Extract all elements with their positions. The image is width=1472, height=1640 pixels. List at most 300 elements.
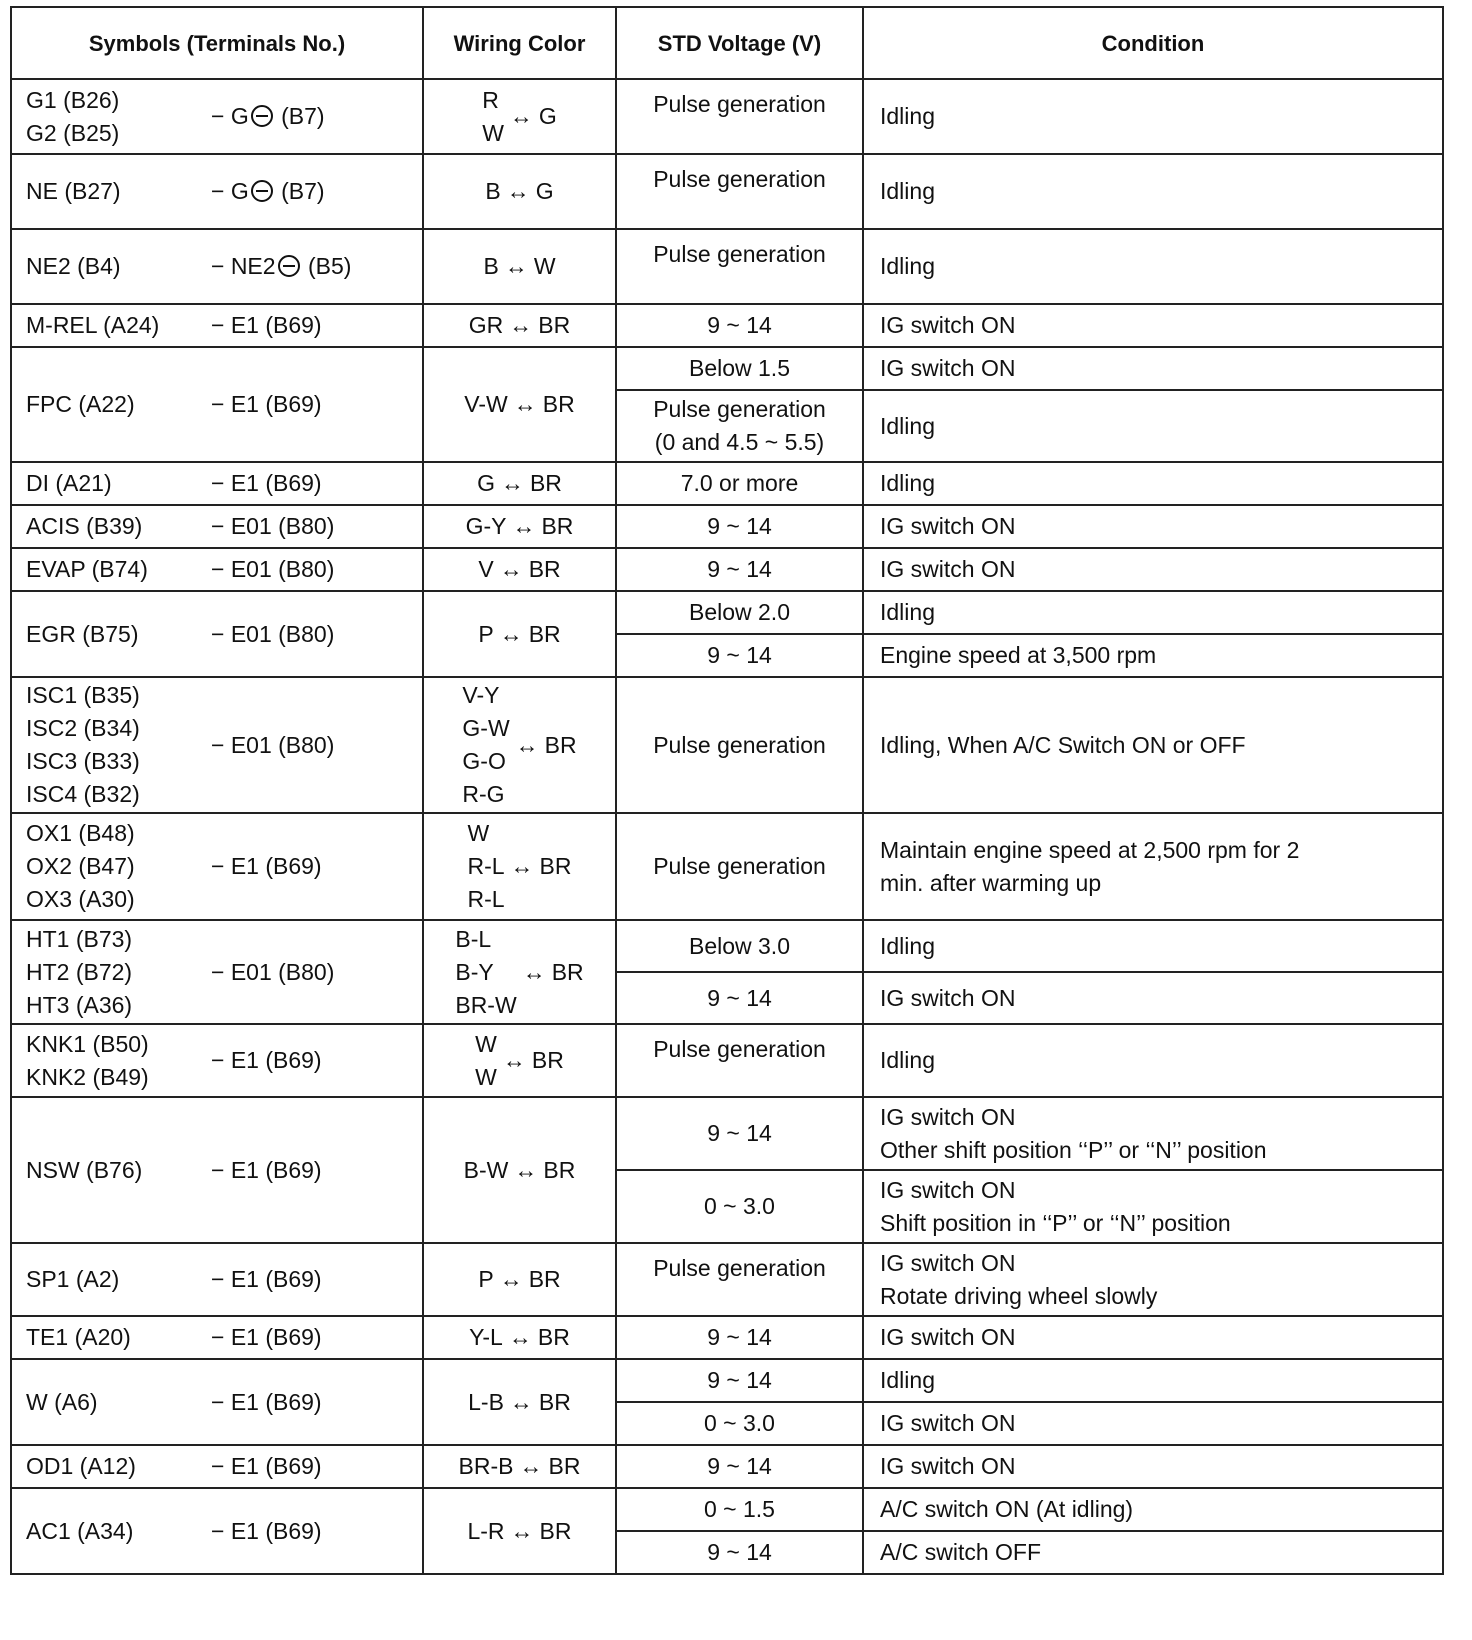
wiring-color-cell: [423, 154, 616, 229]
std-voltage-value: 9 ~ 14: [707, 312, 772, 338]
condition-cell: [863, 1170, 1443, 1243]
wiring-color-cell: [423, 677, 616, 813]
condition-cell: [863, 548, 1443, 591]
ground-terminal: [211, 1450, 322, 1483]
terminal-symbol: TE1 (A20): [26, 1324, 131, 1350]
std-voltage-value: 0 ~ 3.0: [704, 1193, 775, 1219]
symbols-cell: [11, 79, 423, 154]
wire-color: G-O: [462, 748, 506, 774]
wiring-group: [478, 553, 560, 586]
double-arrow-icon: ↔: [499, 1266, 523, 1292]
symbol-list: [26, 1515, 211, 1548]
double-arrow-icon: ↔: [500, 470, 524, 496]
condition-text: Idling: [880, 103, 935, 129]
wire-color-target: BR: [529, 470, 562, 496]
std-voltage-value: 9 ~ 14: [707, 513, 772, 539]
table-row: [11, 462, 1443, 505]
condition-text: IG switch ON: [880, 984, 1016, 1011]
ground-terminal: [211, 250, 351, 283]
condition-text: Idling, When A/C Switch ON or OFF: [880, 731, 1246, 758]
symbol-list: [26, 388, 211, 421]
std-voltage-cell: [616, 1243, 863, 1316]
wire-color: W: [475, 1030, 497, 1057]
symbols-wrap: [26, 679, 422, 811]
wiring-color-cell: [423, 1359, 616, 1445]
terminal-symbol: FPC (A22): [26, 391, 135, 417]
wire-color-list: [464, 388, 507, 421]
header-condition: Condition: [863, 7, 1443, 79]
ground-terminal: [211, 1263, 322, 1296]
wire-color-target: BR: [538, 1388, 571, 1415]
wire-color-target: G: [535, 178, 554, 204]
std-voltage-cell: [616, 920, 863, 972]
wire-color-list: [467, 1515, 504, 1548]
symbols-wrap: [26, 618, 422, 651]
wiring-group: [467, 1515, 571, 1548]
std-voltage-value: Below 3.0: [688, 932, 790, 959]
std-voltage-cell: [616, 505, 863, 548]
symbols-cell: [11, 548, 423, 591]
ground-terminal-label: − E1 (B69): [211, 853, 322, 879]
table-row: [11, 591, 1443, 634]
ground-terminal-prefix: − NE2: [211, 253, 276, 279]
terminal-symbol: ISC4 (B32): [26, 781, 140, 807]
std-voltage-value: 9 ~ 14: [707, 1453, 772, 1479]
condition-detail: Rotate driving wheel slowly: [880, 1282, 1158, 1309]
circled-minus-icon: [278, 255, 300, 277]
symbols-wrap: [26, 1028, 422, 1094]
condition-text: Maintain engine speed at 2,500 rpm for 2: [880, 836, 1300, 863]
ground-terminal: [211, 956, 334, 989]
symbols-cell: [11, 591, 423, 677]
wire-color: W: [467, 820, 490, 846]
table-row: [11, 229, 1443, 304]
std-voltage-cell: [616, 1488, 863, 1531]
wire-color-target: W: [533, 253, 556, 279]
wiring-group: [455, 923, 583, 1022]
condition-cell: [863, 304, 1443, 347]
terminal-symbol: ISC3 (B33): [26, 748, 140, 774]
condition-cell: [863, 1402, 1443, 1445]
wire-color: V: [478, 556, 494, 582]
std-voltage-value: Pulse generation: [653, 853, 826, 879]
wire-color-target: BR: [531, 1047, 564, 1073]
table-row: [11, 920, 1443, 972]
condition-cell: [863, 920, 1443, 972]
table-row: [11, 1445, 1443, 1488]
wire-color-list: [475, 1028, 497, 1094]
condition-cell: [863, 813, 1443, 920]
wiring-color-cell: [423, 813, 616, 920]
wiring-color-cell: [423, 1316, 616, 1359]
table-row: [11, 1243, 1443, 1316]
symbol-list: [26, 1028, 211, 1094]
terminal-voltage-table: [10, 6, 1444, 1575]
wiring-group: [483, 250, 555, 283]
double-arrow-icon: ↔: [519, 1453, 543, 1479]
symbols-wrap: [26, 309, 422, 342]
wiring-color-cell: [423, 1488, 616, 1574]
wire-color-list: [464, 1154, 509, 1187]
wiring-group: [464, 1154, 576, 1187]
wire-color: W: [482, 119, 504, 146]
wiring-color-cell: [423, 79, 616, 154]
std-voltage-cell: [616, 634, 863, 677]
double-arrow-icon: ↔: [504, 253, 528, 279]
condition-cell: [863, 1316, 1443, 1359]
wire-color: B-W: [463, 1156, 509, 1183]
std-voltage-cell: [616, 462, 863, 505]
double-arrow-icon: ↔: [510, 853, 534, 879]
ground-terminal: [211, 1044, 322, 1077]
condition-cell: [863, 1024, 1443, 1097]
wire-color: R-L: [467, 886, 505, 912]
wiring-color-cell: [423, 1097, 616, 1243]
symbols-wrap: [26, 1515, 422, 1548]
ground-terminal: [211, 1515, 322, 1548]
wiring-color-cell: [423, 1243, 616, 1316]
wire-color: R-L: [467, 853, 505, 879]
double-arrow-icon: ↔: [509, 103, 533, 129]
std-voltage-cell: [616, 1316, 863, 1359]
ground-terminal: [211, 618, 334, 651]
wire-color: Y-L: [469, 1324, 503, 1350]
wiring-group: [464, 388, 574, 421]
condition-text: Idling: [880, 253, 935, 279]
condition-cell: [863, 1243, 1443, 1316]
table-row: [11, 347, 1443, 390]
table-row: [11, 1488, 1443, 1531]
symbol-list: [26, 1386, 211, 1419]
table-header-row: [11, 7, 1443, 79]
ground-terminal-label: − E1 (B69): [211, 1517, 322, 1544]
condition-text: IG switch ON: [880, 1103, 1016, 1130]
symbol-list: [26, 84, 211, 150]
terminal-symbol: OX1 (B48): [26, 820, 135, 846]
wiring-color-cell: [423, 304, 616, 347]
condition-cell: [863, 1488, 1443, 1531]
std-voltage-cell: [616, 1024, 863, 1097]
std-voltage-value: Pulse generation: [653, 1036, 826, 1062]
condition-detail: Other shift position ‘‘P’’ or ‘‘N’’ position: [880, 1136, 1267, 1163]
condition-text: Idling: [880, 1047, 935, 1073]
double-arrow-icon: ↔: [502, 1047, 526, 1073]
symbols-cell: [11, 1488, 423, 1574]
symbols-cell: [11, 677, 423, 813]
table-body: [11, 79, 1443, 1574]
terminal-symbol: OX2 (B47): [26, 853, 135, 879]
symbols-cell: [11, 505, 423, 548]
condition-text: Idling: [880, 932, 935, 959]
wiring-group: [468, 1386, 571, 1419]
condition-cell: [863, 634, 1443, 677]
wire-color: P: [478, 620, 494, 647]
terminal-symbol: KNK2 (B49): [26, 1063, 149, 1090]
condition-cell: [863, 79, 1443, 154]
double-arrow-icon: ↔: [499, 556, 523, 582]
wire-color: V-W: [464, 391, 508, 417]
double-arrow-icon: ↔: [510, 1517, 534, 1544]
std-voltage-cell: [616, 304, 863, 347]
ground-terminal-label: − E1 (B69): [211, 1324, 322, 1350]
wire-color-list: [466, 510, 507, 543]
std-voltage-value: 0 ~ 3.0: [704, 1410, 775, 1436]
terminal-symbol: HT3 (A36): [26, 991, 133, 1018]
symbols-cell: [11, 462, 423, 505]
std-voltage-value: 9 ~ 14: [707, 556, 772, 582]
symbols-wrap: [26, 510, 422, 543]
terminal-symbol: ISC1 (B35): [26, 682, 140, 708]
condition-text: Engine speed at 3,500 rpm: [880, 642, 1157, 668]
double-arrow-icon: ↔: [512, 513, 536, 539]
wire-color-list: [482, 84, 504, 150]
header-wiring-color: Wiring Color: [423, 7, 616, 79]
std-voltage-cell: [616, 1531, 863, 1574]
wire-color-target: BR: [539, 1517, 572, 1544]
table-row: [11, 677, 1443, 813]
ground-terminal-label: − E1 (B69): [211, 391, 322, 417]
condition-text: A/C switch ON (At idling): [880, 1496, 1134, 1522]
condition-text: IG switch ON: [880, 1176, 1016, 1203]
condition-cell: [863, 462, 1443, 505]
wire-color-list: [485, 175, 500, 208]
double-arrow-icon: ↔: [515, 731, 539, 758]
wire-color-list: [455, 923, 516, 1022]
symbols-wrap: [26, 1321, 422, 1354]
condition-cell: [863, 505, 1443, 548]
symbols-wrap: [26, 467, 422, 500]
terminal-symbol: HT2 (B72): [26, 958, 133, 985]
terminal-symbol: OD1 (A12): [26, 1453, 136, 1479]
symbol-list: [26, 817, 211, 916]
symbols-wrap: [26, 84, 422, 150]
wire-color-target: BR: [551, 958, 584, 985]
wire-color: L-R: [467, 1517, 505, 1544]
terminal-symbol: SP1 (A2): [26, 1266, 120, 1292]
ground-terminal: [211, 467, 322, 500]
wire-color-list: [478, 618, 493, 651]
table-row: [11, 304, 1443, 347]
std-voltage-value: 9 ~ 14: [707, 1324, 772, 1350]
terminal-symbol: KNK1 (B50): [26, 1030, 149, 1057]
std-voltage-value: Pulse generation: [653, 241, 826, 267]
condition-cell: [863, 229, 1443, 304]
symbol-list: [26, 553, 211, 586]
wire-color: G-Y: [465, 513, 507, 539]
symbol-list: [26, 1321, 211, 1354]
ground-terminal-label: − E1 (B69): [211, 470, 322, 496]
symbols-cell: [11, 1445, 423, 1488]
symbols-wrap: [26, 250, 422, 283]
table-row: [11, 1097, 1443, 1170]
condition-text: IG switch ON: [880, 1453, 1016, 1479]
std-voltage-value: 9 ~ 14: [707, 1367, 772, 1393]
wire-color-target: BR: [543, 1156, 576, 1183]
condition-text: IG switch ON: [880, 1324, 1016, 1350]
terminal-symbol: W (A6): [26, 1388, 98, 1415]
wiring-group: [478, 1263, 560, 1296]
ground-terminal: [211, 729, 334, 762]
condition-text: Idling: [880, 599, 935, 625]
wire-color-target: BR: [528, 1266, 561, 1292]
symbols-wrap: [26, 1263, 422, 1296]
ground-terminal-label: − E1 (B69): [211, 1047, 322, 1073]
wiring-color-cell: [423, 920, 616, 1024]
terminal-symbol: OX3 (A30): [26, 886, 135, 912]
std-voltage-cell: [616, 1402, 863, 1445]
condition-cell: [863, 390, 1443, 462]
double-arrow-icon: ↔: [506, 178, 530, 204]
wire-color-target: G: [538, 103, 557, 129]
wire-color: B-L: [455, 925, 492, 952]
symbols-wrap: [26, 1386, 422, 1419]
std-voltage-value: Below 1.5: [688, 355, 790, 381]
symbols-cell: [11, 1243, 423, 1316]
condition-cell: [863, 591, 1443, 634]
wire-color-list: [469, 309, 504, 342]
condition-text: Idling: [880, 470, 935, 496]
wire-color: W: [475, 1063, 497, 1090]
std-voltage-cell: [616, 79, 863, 154]
wiring-color-cell: [423, 462, 616, 505]
wire-color: B-Y: [455, 958, 494, 985]
terminal-symbol: G1 (B26): [26, 86, 120, 113]
symbol-list: [26, 1154, 211, 1187]
terminal-symbol: NE (B27): [26, 178, 121, 204]
wiring-color-cell: [423, 548, 616, 591]
symbols-cell: [11, 920, 423, 1024]
std-voltage-value: 0 ~ 1.5: [704, 1496, 775, 1522]
wiring-color-cell: [423, 1445, 616, 1488]
std-voltage-value: Pulse generation: [653, 166, 826, 192]
double-arrow-icon: ↔: [522, 958, 546, 985]
wire-color-list: [469, 1321, 503, 1354]
condition-text: Idling: [880, 178, 935, 204]
std-voltage-cell: [616, 390, 863, 462]
wire-color-target: BR: [541, 513, 574, 539]
std-voltage-value: 9 ~ 14: [707, 1539, 772, 1565]
circled-minus-icon: [251, 180, 273, 202]
std-voltage-value: Pulse generation: [653, 1255, 826, 1281]
ground-terminal-label: − E1 (B69): [211, 1453, 322, 1479]
terminal-symbol: HT1 (B73): [26, 925, 133, 952]
table-row: [11, 1316, 1443, 1359]
std-voltage-cell: [616, 1097, 863, 1170]
table-row: [11, 154, 1443, 229]
condition-text: IG switch ON: [880, 556, 1016, 582]
terminal-symbol: ACIS (B39): [26, 513, 143, 539]
symbols-cell: [11, 347, 423, 462]
std-voltage-value: 9 ~ 14: [707, 642, 772, 668]
condition-cell: [863, 677, 1443, 813]
double-arrow-icon: ↔: [508, 1324, 532, 1350]
symbols-wrap: [26, 388, 422, 421]
std-voltage-cell: [616, 347, 863, 390]
ground-terminal: [211, 175, 325, 208]
symbols-cell: [11, 1316, 423, 1359]
double-arrow-icon: ↔: [513, 391, 537, 417]
wire-color: R-G: [462, 781, 505, 807]
wire-color: BR-W: [455, 991, 517, 1018]
ground-terminal-label: − E01 (B80): [211, 513, 335, 539]
symbols-wrap: [26, 817, 422, 916]
table-row: [11, 813, 1443, 920]
symbols-cell: [11, 1024, 423, 1097]
ground-terminal-label: − E01 (B80): [211, 556, 335, 582]
wire-color: G-W: [462, 715, 510, 741]
wiring-group: [466, 510, 574, 543]
circled-minus-icon: [251, 105, 273, 127]
wire-color-target: BR: [548, 1453, 581, 1479]
ground-terminal-suffix: (B7): [274, 103, 325, 129]
table-row: [11, 1359, 1443, 1402]
ground-terminal: [211, 1321, 322, 1354]
std-voltage-value: 9 ~ 14: [707, 984, 772, 1011]
std-voltage-value: Below 2.0: [688, 599, 790, 625]
symbol-list: [26, 679, 211, 811]
ground-terminal: [211, 1386, 322, 1419]
symbol-list: [26, 1450, 211, 1483]
double-arrow-icon: ↔: [499, 620, 523, 647]
wiring-group: [477, 467, 562, 500]
ground-terminal: [211, 1154, 322, 1187]
std-voltage-cell: [616, 972, 863, 1024]
wire-color-list: [459, 1450, 514, 1483]
wire-color-list: [477, 467, 495, 500]
symbols-wrap: [26, 1154, 422, 1187]
ground-terminal: [211, 553, 334, 586]
wiring-group: [475, 1028, 564, 1094]
terminal-symbol: ISC2 (B34): [26, 715, 140, 741]
symbol-list: [26, 923, 211, 1022]
symbols-wrap: [26, 553, 422, 586]
terminal-symbol: EVAP (B74): [26, 556, 148, 582]
wire-color-target: BR: [539, 853, 572, 879]
wire-color-list: [478, 1263, 493, 1296]
wire-color-target: BR: [544, 731, 577, 758]
std-voltage-cell: [616, 548, 863, 591]
wiring-color-cell: [423, 229, 616, 304]
terminal-symbol: G2 (B25): [26, 119, 120, 146]
wire-color-target: BR: [537, 1324, 570, 1350]
condition-text: IG switch ON: [880, 513, 1016, 539]
wire-color: G: [477, 470, 495, 496]
symbol-list: [26, 250, 211, 283]
wiring-group: [469, 309, 570, 342]
wire-color: P: [478, 1266, 494, 1292]
symbol-list: [26, 510, 211, 543]
wire-color: R: [482, 86, 499, 113]
wiring-group: [482, 84, 557, 150]
wire-color-target: BR: [542, 391, 575, 417]
terminal-symbol: EGR (B75): [26, 620, 139, 647]
ground-terminal-label: − E1 (B69): [211, 1156, 322, 1183]
symbol-list: [26, 309, 211, 342]
symbol-list: [26, 467, 211, 500]
std-voltage-detail: (0 and 4.5 ~ 5.5): [654, 429, 825, 455]
ground-terminal: [211, 100, 325, 133]
condition-text: Idling: [880, 1367, 935, 1393]
condition-text: IG switch ON: [880, 312, 1016, 338]
terminal-symbol: AC1 (A34): [26, 1517, 134, 1544]
ground-terminal-label: − E1 (B69): [211, 1266, 322, 1292]
terminal-symbol: DI (A21): [26, 470, 112, 496]
wiring-group: [485, 175, 553, 208]
symbols-wrap: [26, 923, 422, 1022]
symbols-cell: [11, 813, 423, 920]
symbols-wrap: [26, 1450, 422, 1483]
condition-cell: [863, 1097, 1443, 1170]
